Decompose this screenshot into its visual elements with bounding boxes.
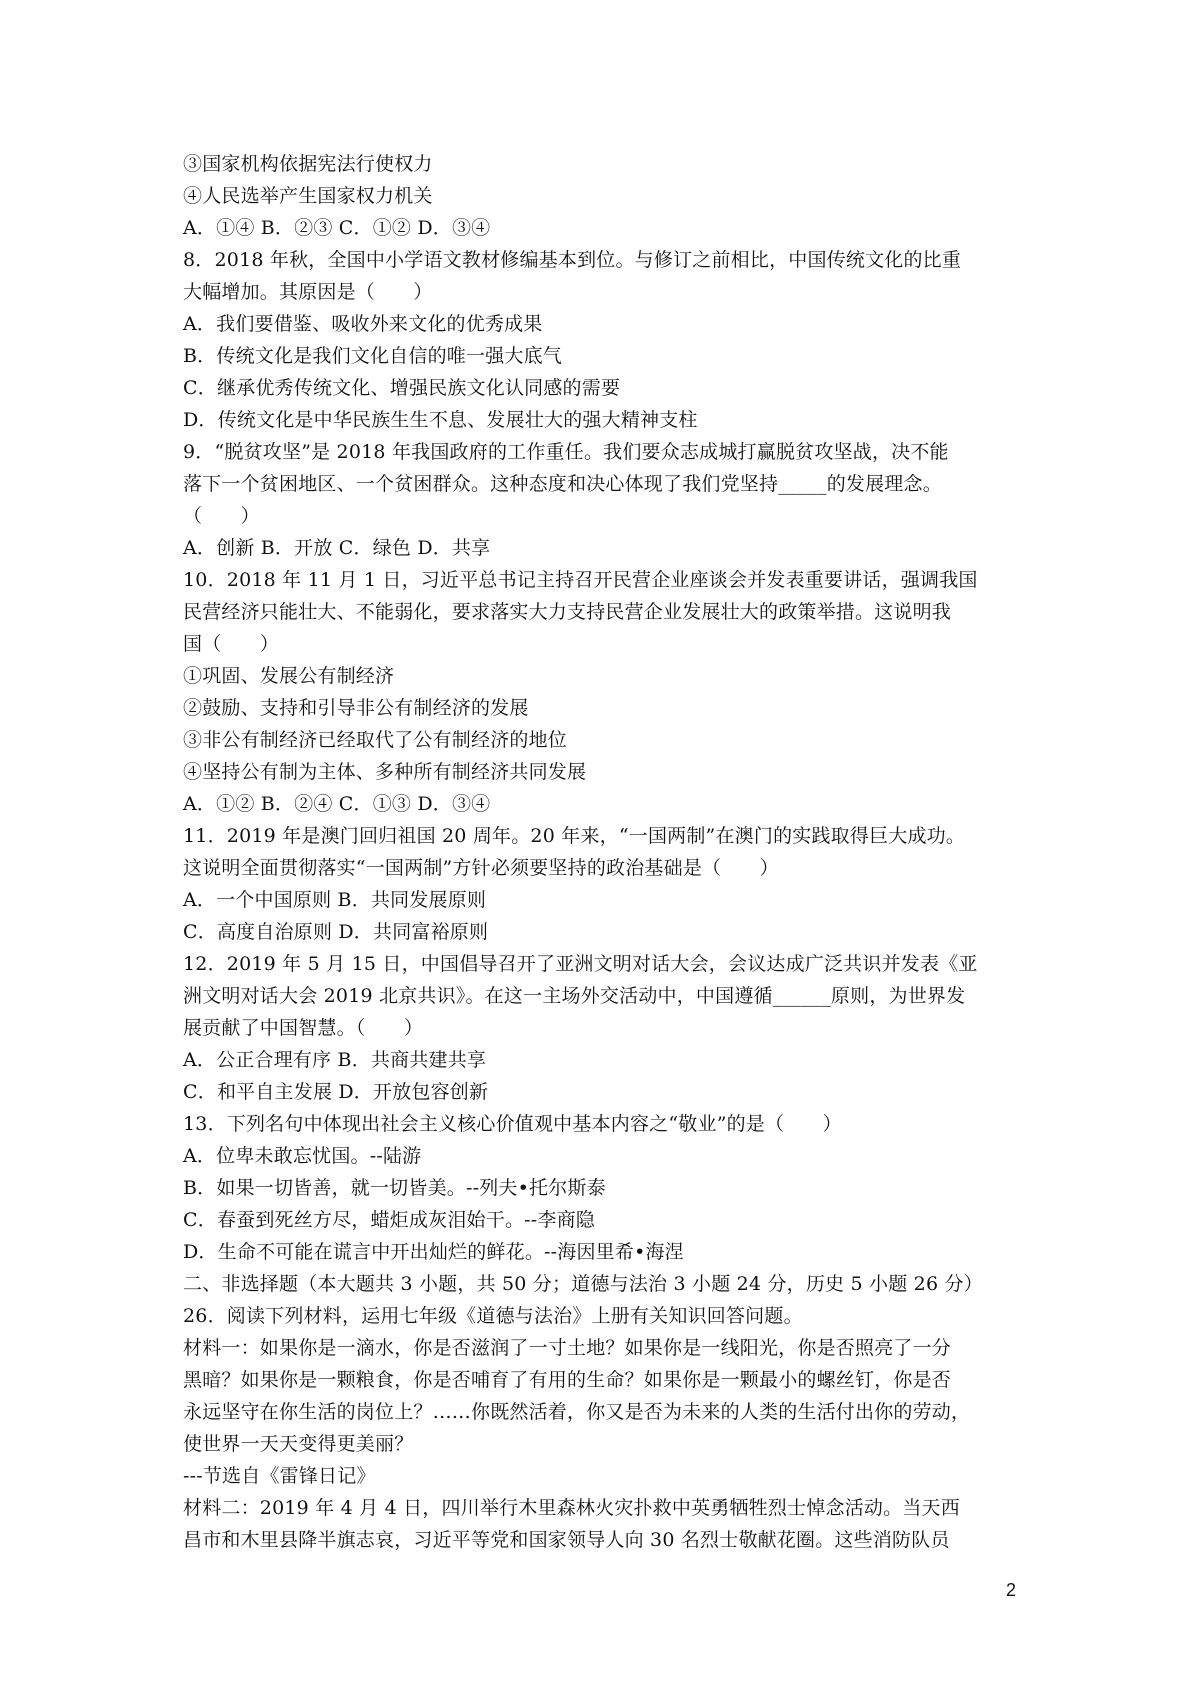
text-line: B．如果一切皆善，就一切皆美。--列夫•托尔斯泰 xyxy=(183,1177,606,1199)
text-line: 二、非选择题（本大题共 3 小题，共 50 分；道德与法治 3 小题 24 分，历史 5 小题 26 分） xyxy=(183,1273,983,1295)
text-line: 民营经济只能壮大、不能弱化，要求落实大力支持民营企业发展壮大的政策举措。这说明我 xyxy=(183,601,952,623)
text-line: ④人民选举产生国家权力机关 xyxy=(183,185,433,207)
text-line: ①巩固、发展公有制经济 xyxy=(183,665,395,687)
text-line: 13．下列名句中体现出社会主义核心价值观中基本内容之“敬业”的是（ ） xyxy=(183,1113,842,1135)
text-line: D．生命不可能在谎言中开出灿烂的鲜花。--海因里希•海涅 xyxy=(183,1241,684,1263)
text-line: 9．“脱贫攻坚”是 2018 年我国政府的工作重任。我们要众志成城打赢脱贫攻坚战，决不能 xyxy=(183,441,949,463)
text-line: 12．2019 年 5 月 15 日，中国倡导召开了亚洲文明对话大会，会议达成广泛共识并发表《亚 xyxy=(183,953,978,975)
text-line: A．我们要借鉴、吸收外来文化的优秀成果 xyxy=(183,313,543,335)
text-line: 大幅增加。其原因是（ ） xyxy=(183,281,433,303)
text-line: ②鼓励、支持和引导非公有制经济的发展 xyxy=(183,697,529,719)
text-line: 洲文明对话大会 2019 北京共识》。在这一主场外交活动中，中国遵循______原则，为世界发 xyxy=(183,985,966,1007)
text-line: 这说明全面贯彻落实“一国两制”方针必须要坚持的政治基础是（ ） xyxy=(183,857,779,879)
text-line: A．一个中国原则 B．共同发展原则 xyxy=(183,889,487,911)
text-line: A．①④ B．②③ C．①② D．③④ xyxy=(183,217,491,239)
text-line: 黑暗？如果你是一颗粮食，你是否哺育了有用的生命？如果你是一颗最小的螺丝钉，你是否 xyxy=(183,1369,952,1391)
text-line: C．高度自治原则 D．共同富裕原则 xyxy=(183,921,489,943)
text-line: 11．2019 年是澳门回归祖国 20 周年。20 年来，“一国两制”在澳门的实践取得巨大成功。 xyxy=(183,825,966,847)
text-line: A．创新 B．开放 C．绿色 D．共享 xyxy=(183,537,491,559)
text-line: B．传统文化是我们文化自信的唯一强大底气 xyxy=(183,345,562,367)
text-line: 使世界一天天变得更美丽？ xyxy=(183,1433,414,1455)
text-line: C．春蚕到死丝方尽，蜡炬成灰泪始干。--李商隐 xyxy=(183,1209,595,1231)
text-line: A．公正合理有序 B．共商共建共享 xyxy=(183,1049,487,1071)
text-line: C．和平自主发展 D．开放包容创新 xyxy=(183,1081,489,1103)
text-line: ---节选自《雷锋日记》 xyxy=(183,1465,376,1487)
text-line: 落下一个贫困地区、一个贫困群众。这种态度和决心体现了我们党坚持_____的发展理念。 xyxy=(183,473,942,495)
text-line: 10．2018 年 11 月 1 日，习近平总书记主持召开民营企业座谈会并发表重要讲话，强调我国 xyxy=(183,569,978,591)
text-line: C．继承优秀传统文化、增强民族文化认同感的需要 xyxy=(183,377,621,399)
text-line: 26．阅读下列材料，运用七年级《道德与法治》上册有关知识回答问题。 xyxy=(183,1305,803,1327)
text-line: 材料一：如果你是一滴水，你是否滋润了一寸土地？如果你是一线阳光，你是否照亮了一分 xyxy=(183,1337,952,1359)
text-line: 国（ ） xyxy=(183,633,280,655)
text-line: 永远坚守在你生活的岗位上？……你既然活着，你又是否为未来的人类的生活付出你的劳动， xyxy=(183,1401,971,1423)
text-line: 昌市和木里县降半旗志哀，习近平等党和国家领导人向 30 名烈士敬献花圈。这些消防队员 xyxy=(183,1529,950,1551)
document-body xyxy=(183,148,1033,1556)
text-line: A．①② B．②④ C．①③ D．③④ xyxy=(183,793,491,815)
page-number: 2 xyxy=(1006,1580,1017,1600)
text-line: （ ） xyxy=(183,505,260,527)
text-line: ④坚持公有制为主体、多种所有制经济共同发展 xyxy=(183,761,587,783)
text-line: 展贡献了中国智慧。（ ） xyxy=(183,1017,424,1039)
text-line: 8．2018 年秋，全国中小学语文教材修编基本到位。与修订之前相比，中国传统文化的比重 xyxy=(183,249,962,271)
text-line: A．位卑未敢忘忧国。--陆游 xyxy=(183,1145,422,1167)
text-line: ③国家机构依据宪法行使权力 xyxy=(183,153,433,175)
text-line: ③非公有制经济已经取代了公有制经济的地位 xyxy=(183,729,568,751)
text-line: D．传统文化是中华民族生生不息、发展壮大的强大精神支柱 xyxy=(183,409,698,431)
text-line: 材料二：2019 年 4 月 4 日，四川举行木里森林火灾扑救中英勇牺牲烈士悼念活动。当天西 xyxy=(183,1497,960,1519)
